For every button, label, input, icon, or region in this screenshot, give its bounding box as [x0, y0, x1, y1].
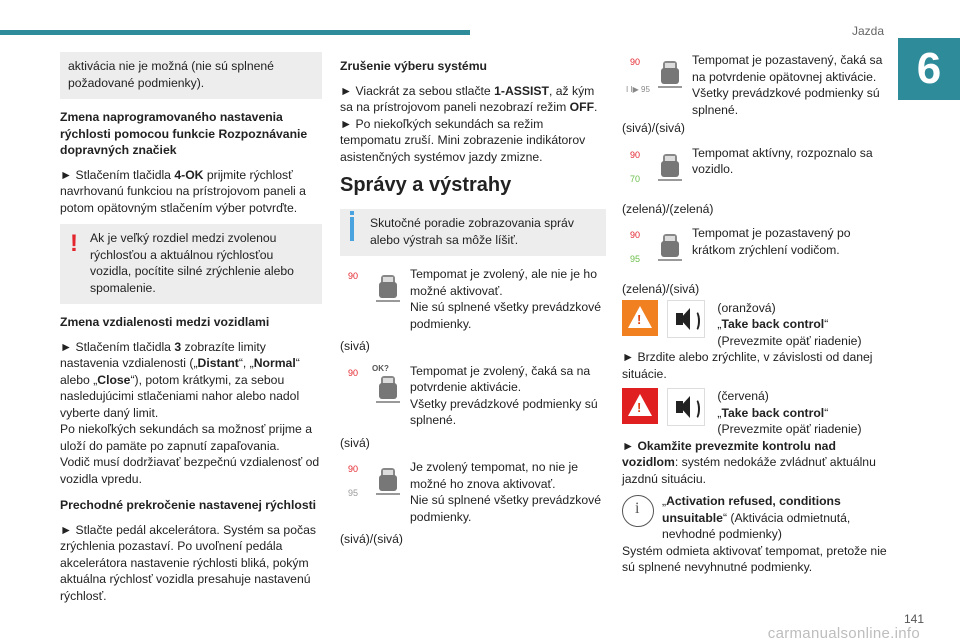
info-icon	[350, 217, 354, 241]
warning-triangle-icon	[622, 388, 658, 424]
speaker-icon	[667, 300, 705, 338]
message-text: Tempomat je pozastavený po krátkom zrýchlení vodičom.	[692, 226, 851, 257]
paragraph: ► Stlačením tlačidla 3 zobrazíte limity nastavenia vzdialenosti („Distant“, „Normal“ alebo „Close“), potom krátkymi, za sebou nasledujúcimi stlačeniami nahor alebo nadol vyberte daný limit.	[60, 339, 300, 420]
paragraph: ► Stlačením tlačidla 4-OK prijmite rýchlosť navrhovanú funkciou na prístrojovom paneli a potom opätovným stlačením výber potvrďte.	[60, 167, 306, 215]
note-text: aktivácia nie je možná (nie sú splnené požadované podmienky).	[68, 59, 274, 90]
paragraph: Po niekoľkých sekundách sa možnosť prijme a uloží do pamäte po zapnutí zapaľovania.	[60, 422, 312, 453]
info-message-text: „Activation refused, conditions unsuitable“ (Aktivácia odmietnutá, nevhodné podmienky)	[662, 494, 851, 541]
header-accent-bar	[0, 30, 470, 35]
message-row	[622, 225, 892, 279]
chapter-number: 6	[898, 38, 960, 100]
cruise-indicator-icon: 90 OK?	[340, 363, 410, 417]
heading-speed-recommendation: Zmena naprogramovaného nastavenia rýchlosti pomocou funkcie Rozpoznávanie dopravných značiek	[60, 110, 308, 157]
color-caption: (sivá)	[340, 435, 370, 450]
paragraph: ► Po niekoľkých sekundách sa režim tempomatu zruší. Mini zobrazenie indikátorov asistenčných systémov jazdy zmizne.	[340, 116, 586, 164]
color-caption: (zelená)/(zelená)	[622, 201, 714, 216]
column-3	[622, 52, 892, 582]
heading-messages: Správy a výstrahy	[340, 174, 512, 196]
info-instruction: Systém odmieta aktivovať tempomat, pretože nie sú splnené nevyhnutné podmienky.	[622, 543, 887, 574]
message-row	[340, 459, 606, 525]
alert-instruction: ► Brzdite alebo zrýchlite, v závislosti od danej situácie.	[622, 350, 873, 381]
note-box	[60, 52, 322, 99]
message-text: Tempomat je zvolený, čaká sa na potvrdenie aktivácie. Všetky prevádzkové podmienky sú splnené.	[410, 363, 598, 427]
alert-box	[60, 224, 322, 304]
cruise-indicator-icon: 90 95	[340, 459, 410, 513]
alert-text: Ak je veľký rozdiel medzi zvolenou rýchlosťou a aktuálnou rýchlosťou vozidla, pocítite silné zrýchlenie alebo spomalenie.	[90, 231, 294, 295]
speaker-icon	[667, 388, 705, 426]
info-text: Skutočné poradie zobrazovania správ alebo výstrah sa môže líšiť.	[370, 216, 574, 247]
paragraph: ► Viackrát za sebou stlačte 1-ASSIST, až kým sa na prístrojovom paneli nezobrazí režim OFF.	[340, 83, 598, 114]
message-row	[340, 363, 606, 429]
column-2	[340, 52, 606, 556]
message-text: Je zvolený tempomat, no nie je možné ho znova aktivovať. Nie sú splnené všetky prevádzkové podmienky.	[410, 460, 602, 524]
color-caption: (sivá)	[340, 339, 370, 353]
cruise-indicator-icon: 90 95	[622, 225, 692, 279]
paragraph: Vodič musí dodržiavať bezpečnú vzdialenosť od vozidla vpredu.	[60, 455, 320, 486]
column-1	[60, 52, 322, 612]
page-number: 141	[903, 612, 924, 626]
message-row	[622, 52, 892, 118]
cruise-indicator-icon: 90 I I▶ 95	[622, 52, 692, 106]
info-box	[340, 209, 606, 256]
info-message	[622, 493, 892, 576]
color-caption: (sivá)/(sivá)	[340, 532, 403, 546]
section-title: Jazda	[851, 24, 884, 38]
warning-triangle-icon	[622, 300, 658, 336]
message-text: Tempomat je zvolený, ale nie je ho možné aktivovať. Nie sú splnené všetky prevádzkové podmienky.	[410, 267, 602, 331]
alert-instruction: ► Okamžite prevezmite kontrolu nad vozidlom: systém nedokáže zvládnuť aktuálnu jazdnú situáciu.	[622, 438, 876, 486]
alert-orange	[622, 300, 892, 383]
alert-red	[622, 388, 892, 487]
heading-temporary-exceed: Prechodné prekročenie nastavenej rýchlosti	[60, 498, 317, 512]
alert-icon: !	[70, 230, 78, 257]
heading-distance: Zmena vzdialenosti medzi vozidlami	[60, 315, 270, 329]
color-caption: (sivá)/(sivá)	[622, 121, 685, 135]
message-row	[340, 266, 606, 332]
heading-deselect: Zrušenie výberu systému	[340, 59, 487, 73]
message-row	[622, 145, 892, 199]
alert-color-label: (červená)	[717, 389, 769, 403]
color-caption: (zelená)/(sivá)	[622, 282, 700, 296]
paragraph: ► Stlačte pedál akcelerátora. Systém sa počas zrýchlenia pozastaví. Po uvoľnení pedála akcelerátora nastavenie rýchlosti bliká, pokým aktuálna rýchlosť vozidla presahuje nastavenú rýchlosť.	[60, 522, 316, 603]
message-text: Tempomat aktívny, rozpoznalo sa vozidlo.	[692, 145, 873, 176]
cruise-indicator-icon: 90	[340, 266, 410, 320]
watermark: carmanualsonline.info	[767, 625, 920, 642]
alert-message: „Take back control“ (Prevezmite opäť riadenie)	[717, 317, 862, 348]
alert-color-label: (oranžová)	[717, 300, 776, 315]
info-circle-icon	[622, 495, 654, 527]
cruise-indicator-icon: 90 70	[622, 145, 692, 199]
alert-message: „Take back control“ (Prevezmite opäť riadenie)	[717, 405, 862, 436]
message-text: Tempomat je pozastavený, čaká sa na potvrdenie opätovnej aktivácie. Všetky prevádzkové podmienky sú splnené.	[692, 53, 883, 117]
